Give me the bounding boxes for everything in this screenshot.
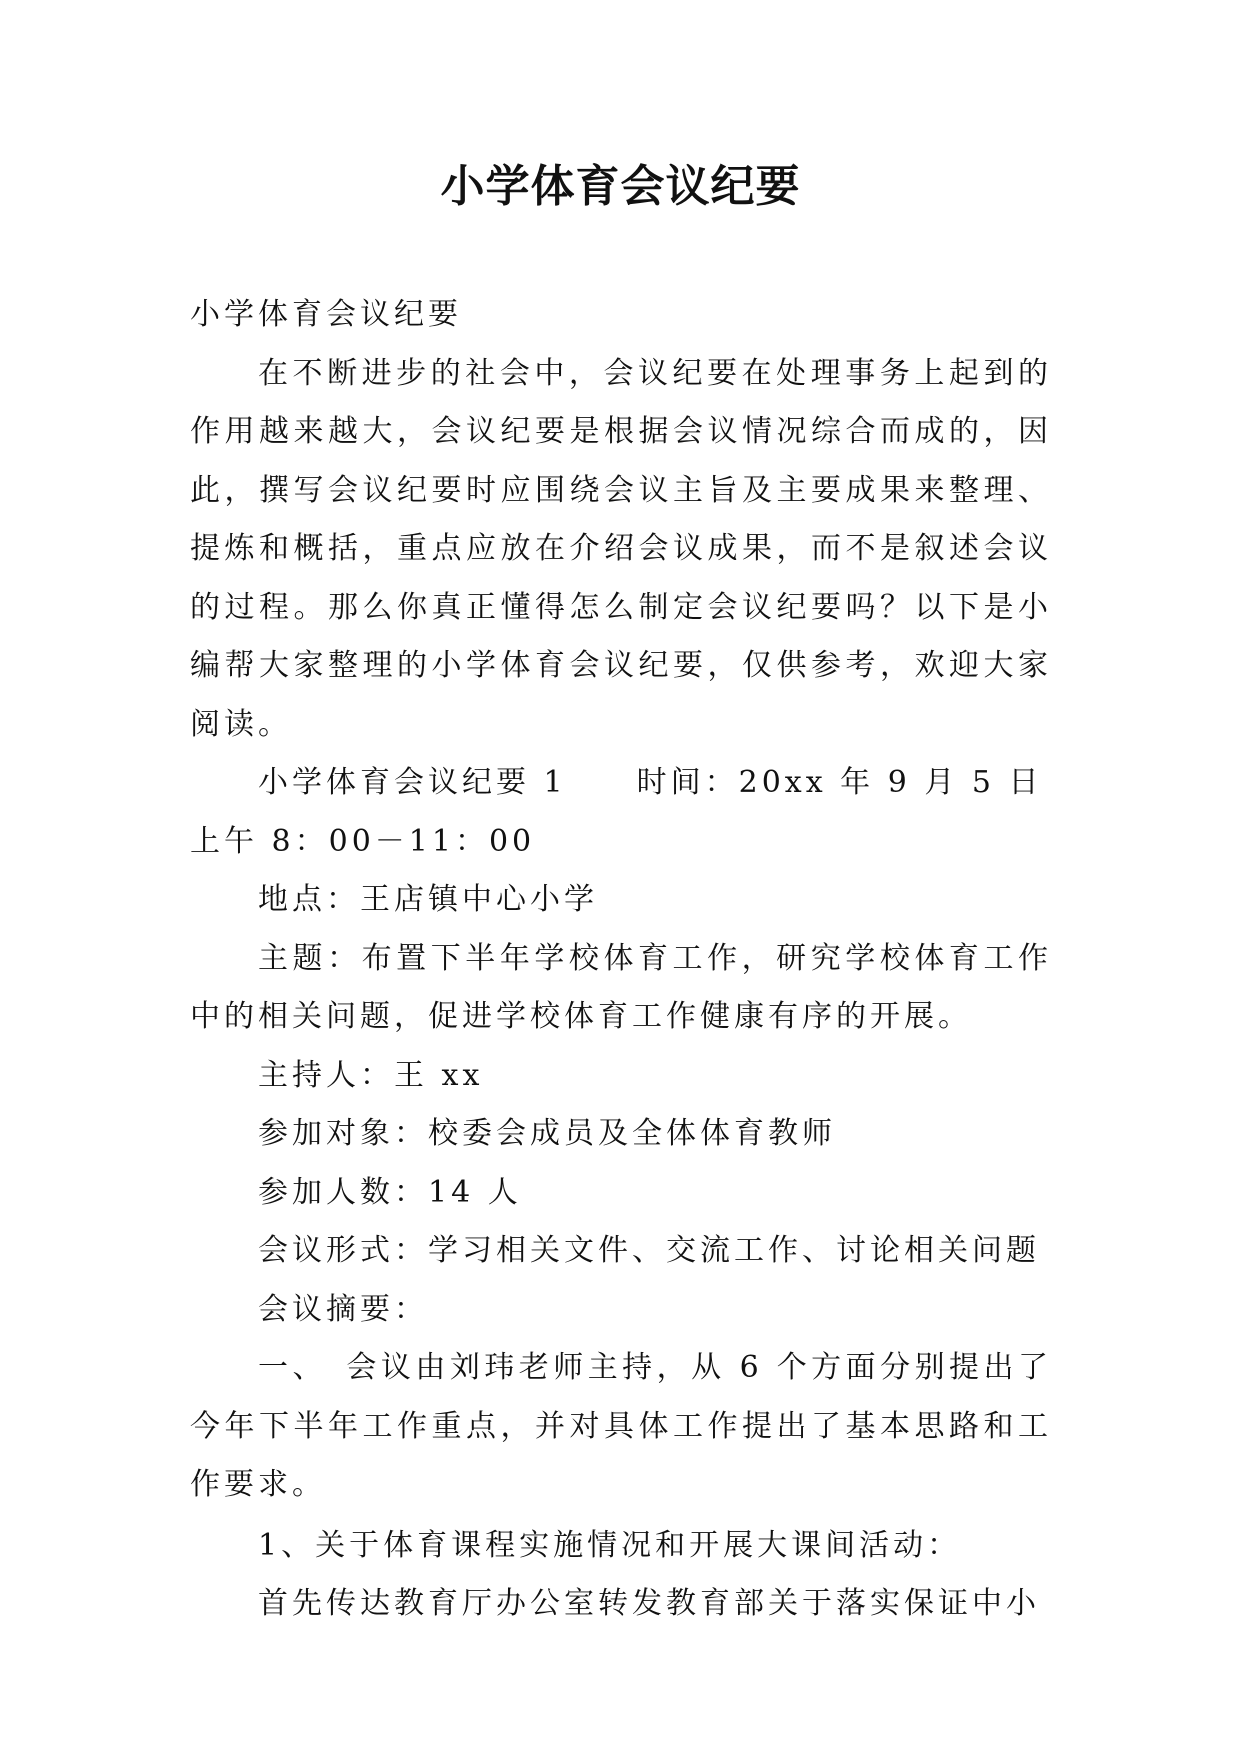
document-body <box>190 286 1052 1634</box>
summary-point-one: 一、 会议由刘玮老师主持，从 6 个方面分别提出了今年下半年工作重点，并对具体工作提出了基本思路和工作要求。 <box>190 1350 1052 1502</box>
meeting-format: 会议形式：学习相关文件、交流工作、讨论相关问题 <box>258 1233 1040 1268</box>
document-title: 小学体育会议纪要 <box>440 161 801 212</box>
meeting-time: 时间：20xx 年 9 月 5 日上午 8：00－11：00 <box>190 765 1043 859</box>
intro-paragraph: 在不断进步的社会中，会议纪要在处理事务上起到的作用越来越大，会议纪要是根据会议情况综合而成的，因此，撰写会议纪要时应围绕会议主旨及主要成果来整理、提炼和概括，重点应放在介绍会议成果，而不是叙述会议的过程。那么你真正懂得怎么制定会议纪要吗？以下是小编帮大家整理的小学体育会议纪要，仅供参考，欢迎大家阅读。 <box>190 355 1052 742</box>
meeting-theme: 主题：布置下半年学校体育工作，研究学校体育工作中的相关问题，促进学校体育工作健康有序的开展。 <box>190 940 1052 1034</box>
meeting-participants: 参加对象：校委会成员及全体体育教师 <box>258 1116 836 1151</box>
summary-item-one-text: 首先传达教育厅办公室转发教育部关于落实保证中小 <box>258 1586 1040 1621</box>
meeting-host: 主持人：王 xx <box>258 1057 484 1093</box>
summary-label: 会议摘要： <box>258 1291 428 1327</box>
section-title: 小学体育会议纪要 1 <box>258 765 567 800</box>
document-subtitle: 小学体育会议纪要 <box>190 297 462 332</box>
meeting-count: 参加人数：14 人 <box>258 1174 522 1210</box>
summary-item-one: 1、关于体育课程实施情况和开展大课间活动： <box>258 1527 962 1563</box>
meeting-location: 地点：王店镇中心小学 <box>258 882 598 917</box>
section-heading-time <box>190 754 1052 871</box>
